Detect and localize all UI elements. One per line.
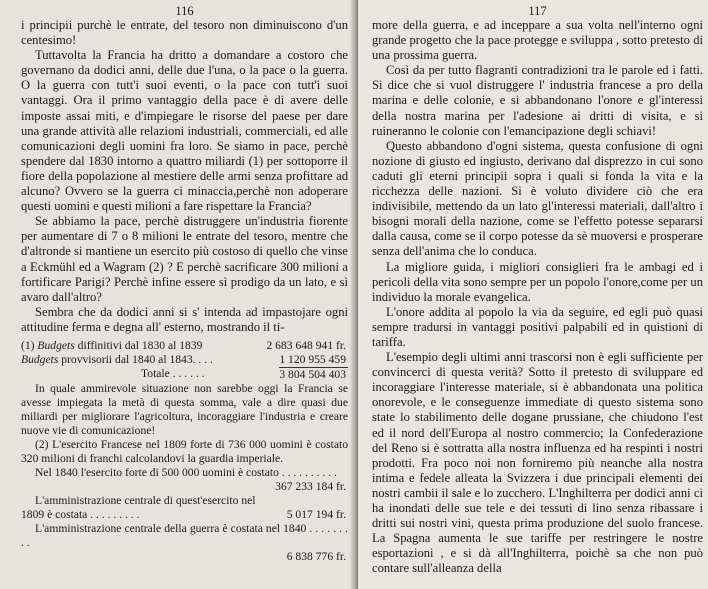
- footnote-label: provvisorii dal 1840 al 1843. . . .: [58, 352, 213, 366]
- paragraph: L'onore addita al popolo la via da seguire, ed egli può quasi sempre tradursi in vantaggi positivi palpabili ed in quistioni di tariffa.: [372, 304, 703, 349]
- footnote-row: [21, 339, 348, 353]
- footnote-marker: (1): [21, 338, 38, 352]
- footnote-label: diffinitivi dal 1830 al 1839: [74, 338, 203, 352]
- footnote-row: [21, 466, 348, 480]
- total-label: Totale . . . . . .: [141, 366, 205, 380]
- page-number-left: 116: [175, 4, 194, 18]
- footnote-total-row: [21, 367, 348, 382]
- footnote-text: L'amministrazione centrale della guerra è costata nel 1840 . . . . . . . . .: [21, 521, 348, 549]
- footnote-value: 5 017 194 fr.: [286, 507, 346, 521]
- paragraph: L'esempio degli ultimi anni trascorsi non è egli sufficiente per convincerci di questa verità? Sotto il pretesto di sviluppare ed incoraggiare l'interesse materiale, si è abbandonata una politica onorevole, e le conseguenze immediate di questo sistema sono state lo stabilimento delle dogane prussiane, che chiudono l'est ed il nord dell'Europa al nostro commercio; la Confederazione del Reno si è sottratta alla nostra influenza ed ha respinti i nostri prodotti. Fra poco noi non forniremo più neanche alla nostra intima e fedele alleata la Svizzera i due principali elementi dei nostri cambii il sale e lo zucchero. L'Inghilterra per dodici anni ci ha inondati delle sue tele e dei tessuti di lino senza ribassare i dritti sui nostri vini, questa prima produzione del suolo francese. La Spagna aumenta le sue tariffe per restringere le nostre esportazioni , e si dà all'Inghilterra, poichè sa che non può contare sull'alleanza della: [372, 350, 703, 576]
- footnote-value: 6 838 776 fr.: [286, 549, 346, 563]
- paragraph: Questo abbandono d'ogni sistema, questa confusione di ogni nozione di giusto ed ingiusto, derivano dal disprezzo in cui sono caduti gli eterni principii sopra i quali si fonda la vita e la ricchezza delle nazioni. Si è voluto dividere ciò che era indivisibile, mettendo da un lato gl'interessi materiali, dall'altro i bisogni morali della nazione, come se l'effetto potesse separarsi dalla causa, come se il corpo potesse da sè muoversi e prosperare senza dell'anima che lo conduca.: [372, 138, 703, 259]
- paragraph: i principii purchè le entrate, del tesoro non diminuiscono d'un centesimo!: [21, 18, 348, 48]
- footnote-text: L'amministrazione centrale di quest'esercito nel: [35, 493, 256, 507]
- paragraph: Così da per tutto flagranti contradizioni tra le parole ed i fatti. Si dice che si vuol distruggere l' industria francese a pro della marina e delle colonie, e si abbandonano l'onore e gl'interessi della nostra marina per l'adesione ai dritti di visita, e si ruineranno le colonie con l'emancipazione degli schiavi!: [372, 63, 703, 138]
- footnote-2: (2) L'esercito Francese nel 1809 forte di 736 000 uomini è costato 320 milioni di franchi calcolandovi la guardia imperiale.: [21, 437, 348, 465]
- budgets-label: Budgets: [37, 338, 75, 352]
- right-page: [358, 0, 708, 589]
- paragraph: La migliore guida, i migliori consiglieri fra le ambagi ed i pericoli della vita sono sempre per un popolo l'onore,come per un individuo la morale evangelica.: [372, 259, 703, 304]
- paragraph: more della guerra, e ad inceppare a sua volta nell'interno ogni grande progetto che la pace protegge e sviluppa , sotto pretesto di una prossima guerra.: [372, 18, 703, 63]
- footnote-label: Nel 1840 l'esercito forte di 500 000 uomini è costato . . . . . . . . . .: [35, 465, 337, 479]
- footnote-label: 1809 è costata . . . . . . . . .: [21, 507, 140, 521]
- footnote-value: 1 120 955 459: [279, 352, 346, 366]
- footnote-value: 2 683 648 941 fr.: [266, 338, 346, 352]
- paragraph: Sembra che da dodici anni si s' intenda ad impastojare ogni attitudine ferma e degna all' esterno, mostrando il ti-: [21, 304, 348, 334]
- paragraph: Tuttavolta la Francia ha dritto a domandare a costoro che governano da dodici anni, delle due l'una, o la pace o la guerra. O la guerra con tutt'i suoi eventi, o la pace con tutt'i suoi vantaggi. Ora il primo vantaggio della pace è di avere delle imposte assai miti, e d'impiegare le risorse del paese per dare una grande attività alle relazioni industriali, commerciali, ed alle comunicazioni degli uomini fra loro. Se siamo in pace, perchè spendere dal 1830 intorno a quattro miliardi (1) per sottoporre il fiore della popolazione al mestiere delle armi senza profittare ad alcuno? Ovvero se la guerra ci minaccia,perchè non adoperare questi uomini e questi milioni a fare rispettare la Francia?: [21, 48, 348, 214]
- total-value: 3 804 504 403: [279, 367, 346, 381]
- footnote-text: In quale ammirevole situazione non sarebbe oggi la Francia se avesse impiegata la metà di questa somma, vale a dire quasi due miliardi per migliorare l'agricoltura, incoraggiare l'industria e creare nuove vie di comunicazione!: [21, 381, 348, 437]
- footnote-value: 367 233 184 fr.: [275, 479, 346, 493]
- footnote-row: [21, 480, 348, 494]
- footnote-row: [21, 353, 348, 367]
- page-number-right: 117: [528, 4, 547, 18]
- footnote-1: [21, 339, 348, 382]
- paragraph: Se abbiamo la pace, perchè distruggere un'industria fiorente per aumentare di 7 o 8 milioni le entrate del tesoro, mentre che d'altronde si mantiene un esercito più costoso di quello che vinse a Eckmühl ed a Wagram (2) ? E perchè sacrificare 300 milioni a fortificare Parigi? Perchè infine essere sì prodigo da un lato, e sì avaro dall'altro?: [21, 214, 348, 304]
- footnote-row: [21, 550, 348, 564]
- budgets-label: Budgets: [21, 352, 59, 366]
- footnote-row: [21, 508, 348, 522]
